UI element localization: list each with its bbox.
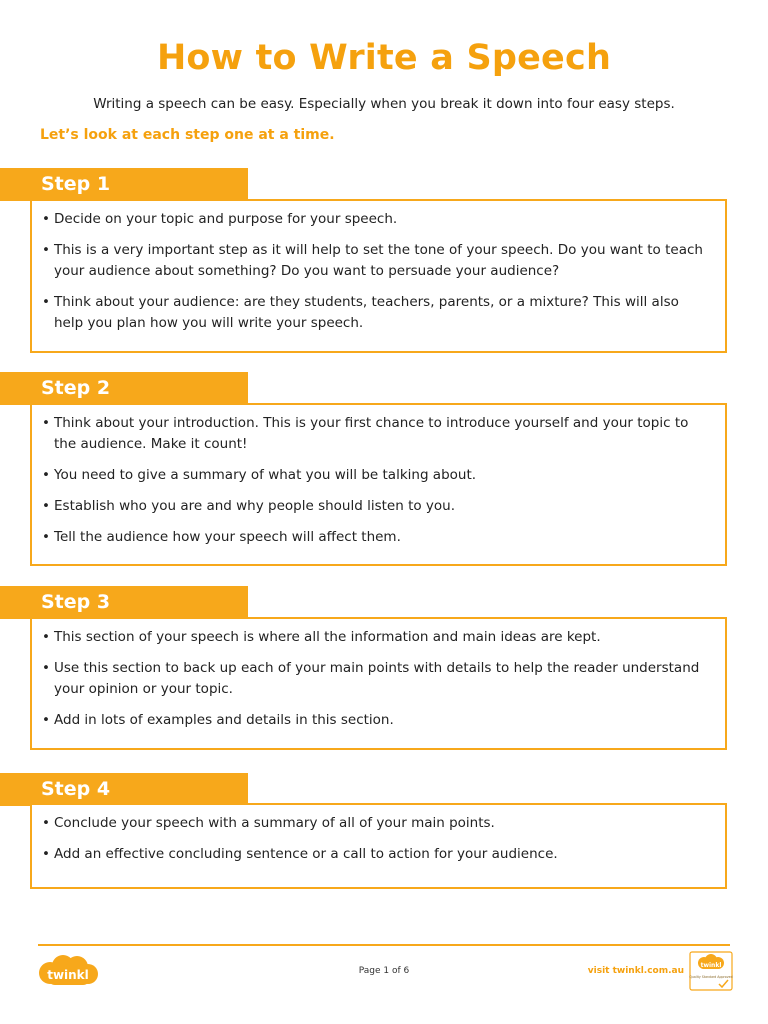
step-1-box: [30, 199, 727, 353]
step-2-tab: [0, 372, 248, 405]
step-1-bullet-2: • This is a very important step as it will help to set the tone of your speech. Do you want to teach your audience about something? Do you want to persuade your audience?: [42, 242, 703, 279]
footer-divider: [38, 944, 730, 946]
step-3-bullet-1: • This section of your speech is where all the information and main ideas are kept.: [42, 629, 601, 645]
step-3-label: Step 3: [41, 591, 111, 613]
step-4-box: [30, 803, 727, 889]
logo-text: twinkl: [47, 968, 89, 982]
visit-link[interactable]: visit twinkl.com.au: [587, 966, 684, 976]
step-3-box: [30, 617, 727, 750]
step-2-bullet-3: • Establish who you are and why people should listen to you.: [42, 498, 456, 514]
step-3-tab: [0, 586, 248, 619]
step-3-bullet-3: • Add in lots of examples and details in this section.: [42, 712, 394, 728]
step-4-tab: [0, 773, 248, 806]
badge-subtext: Quality Standard Approved: [689, 975, 733, 979]
step-4-bullet-2: • Add an effective concluding sentence or a call to action for your audience.: [42, 846, 558, 862]
quality-badge: [689, 951, 733, 991]
page-number: Page 1 of 6: [358, 966, 410, 976]
step-1-tab: [0, 168, 248, 201]
step-3-bullet-2: • Use this section to back up each of your main points with details to help the reader understand your opinion or your topic.: [42, 660, 700, 697]
subintro-text: Let’s look at each step one at a time.: [40, 127, 335, 143]
badge-text: twinkl: [700, 962, 722, 969]
step-1-bullet-1: • Decide on your topic and purpose for your speech.: [42, 211, 398, 227]
step-2-box: [30, 403, 727, 566]
intro-text: Writing a speech can be easy. Especially when you break it down into four easy steps.: [93, 96, 675, 112]
step-4-label: Step 4: [41, 778, 111, 800]
step-2-bullet-2: • You need to give a summary of what you will be talking about.: [42, 467, 477, 483]
step-2-bullet-4: • Tell the audience how your speech will affect them.: [42, 529, 401, 545]
step-2-bullet-1: • Think about your introduction. This is your first chance to introduce yourself and your topic to the audience. Make it count!: [42, 415, 689, 452]
step-1-label: Step 1: [41, 173, 111, 195]
step-2-label: Step 2: [41, 377, 111, 399]
step-1-bullet-3: • Think about your audience: are they students, teachers, parents, or a mixture? This will also help you plan how you will write your speech.: [42, 294, 679, 331]
page-title: How to Write a Speech: [156, 38, 612, 78]
step-4-bullet-1: • Conclude your speech with a summary of all of your main points.: [42, 815, 495, 831]
